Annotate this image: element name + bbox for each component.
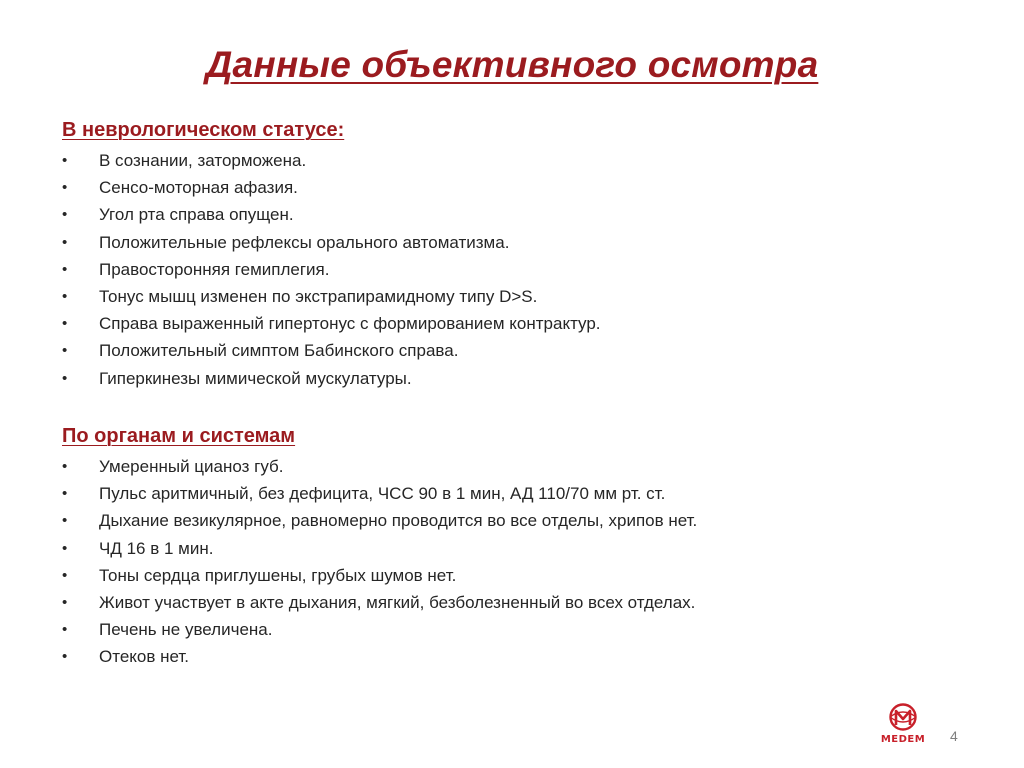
organs-heading: По органам и системам bbox=[62, 425, 296, 447]
neuro-section bbox=[62, 117, 962, 392]
list-item-text: Справа выраженный гипертонус с формированием контрактур. bbox=[99, 314, 601, 334]
list-item-text: Печень не увеличена. bbox=[99, 620, 273, 640]
list-item bbox=[62, 453, 962, 480]
neuro-list bbox=[62, 147, 962, 392]
bullet-icon: • bbox=[62, 315, 68, 333]
list-item-text: Тоны сердца приглушены, грубых шумов нет. bbox=[99, 565, 457, 585]
list-item-text: Живот участвует в акте дыхания, мягкий, безболезненный во всех отделах. bbox=[99, 593, 696, 613]
bullet-icon: • bbox=[62, 342, 68, 360]
list-item-text: Угол рта справа опущен. bbox=[99, 205, 294, 225]
list-item-text: Положительный симптом Бабинского справа. bbox=[99, 341, 459, 361]
medem-logo bbox=[870, 701, 936, 747]
list-item bbox=[62, 201, 962, 228]
bullet-icon: • bbox=[62, 179, 68, 197]
list-item bbox=[62, 535, 962, 562]
list-item-text: Отеков нет. bbox=[99, 647, 190, 667]
neuro-heading: В неврологическом статусе: bbox=[62, 119, 345, 141]
bullet-icon: • bbox=[62, 152, 68, 169]
list-item bbox=[62, 283, 962, 310]
bullet-icon: • bbox=[62, 206, 68, 224]
list-item bbox=[62, 562, 962, 589]
list-item bbox=[62, 174, 962, 201]
bullet-icon: • bbox=[62, 288, 68, 306]
list-item bbox=[62, 480, 962, 507]
list-item bbox=[62, 256, 962, 283]
list-item bbox=[62, 310, 962, 337]
medem-emblem-icon bbox=[870, 701, 936, 735]
bullet-icon: • bbox=[62, 566, 68, 584]
list-item-text: Сенсо-моторная афазия. bbox=[99, 178, 298, 198]
logo-text: MEDEM bbox=[880, 734, 926, 745]
bullet-icon: • bbox=[62, 648, 68, 666]
bullet-icon: • bbox=[62, 233, 68, 251]
bullet-icon: • bbox=[62, 539, 68, 557]
list-item-text: Тонус мышц изменен по экстрапирамидному типу D>S. bbox=[99, 287, 538, 307]
list-item bbox=[62, 507, 962, 534]
list-item bbox=[62, 229, 962, 256]
list-item bbox=[62, 337, 962, 364]
bullet-icon: • bbox=[62, 512, 68, 530]
bullet-icon: • bbox=[62, 594, 68, 612]
list-item bbox=[62, 147, 962, 174]
list-item-text: Правосторонняя гемиплегия. bbox=[99, 259, 330, 279]
bullet-icon: • bbox=[62, 260, 68, 278]
list-item-text: Положительные рефлексы орального автоматизма. bbox=[99, 232, 510, 252]
organs-list bbox=[62, 453, 962, 671]
list-item-text: Дыхание везикулярное, равномерно проводится во все отделы, хрипов нет. bbox=[99, 511, 698, 531]
slide-title: Данные объективного осмотра bbox=[205, 44, 819, 85]
bullet-icon: • bbox=[62, 369, 68, 387]
list-item-text: В сознании, заторможена. bbox=[99, 151, 307, 170]
list-item bbox=[62, 589, 962, 616]
list-item bbox=[62, 365, 962, 392]
list-item bbox=[62, 616, 962, 643]
list-item bbox=[62, 643, 962, 670]
organs-section bbox=[62, 423, 962, 671]
list-item-text: Пульс аритмичный, без дефицита, ЧСС 90 в 1 мин, АД 110/70 мм рт. ст. bbox=[99, 484, 666, 504]
list-item-text: Умеренный цианоз губ. bbox=[99, 457, 284, 476]
list-item-text: ЧД 16 в 1 мин. bbox=[99, 538, 214, 558]
list-item-text: Гиперкинезы мимической мускулатуры. bbox=[99, 368, 412, 388]
bullet-icon: • bbox=[62, 621, 68, 639]
page-number: 4 bbox=[950, 728, 958, 744]
bullet-icon: • bbox=[62, 485, 68, 503]
bullet-icon: • bbox=[62, 458, 68, 475]
